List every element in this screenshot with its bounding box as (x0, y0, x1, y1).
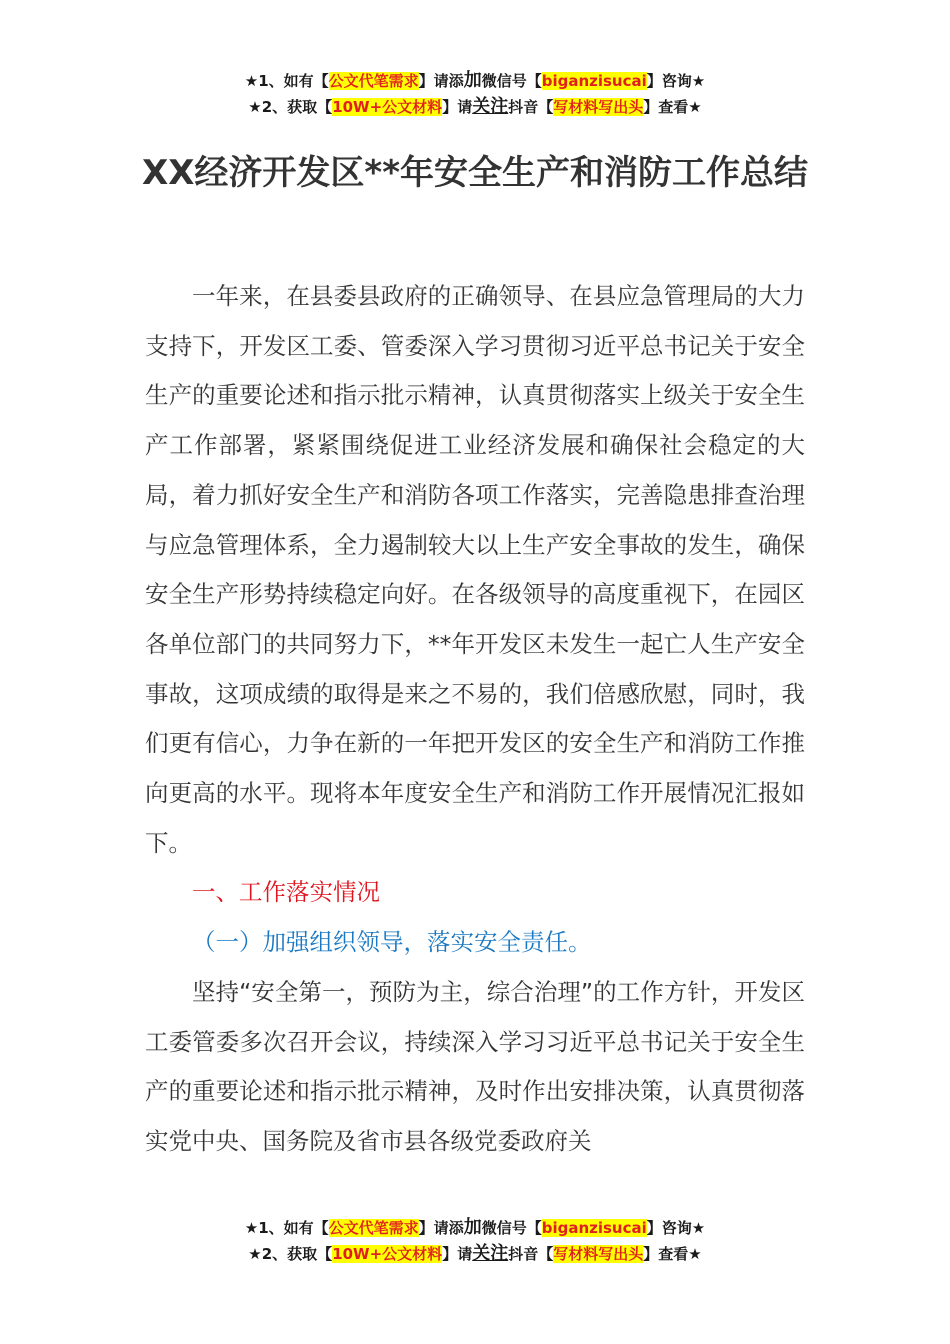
bottom-banner (0, 1215, 950, 1267)
banner-text: 】咨询★ (646, 72, 706, 90)
banner-emphasis: 关注 (472, 1243, 509, 1264)
banner-text: 】查看★ (643, 98, 702, 116)
banner-line-1 (0, 68, 950, 94)
banner-highlight: 10W+公文材料 (332, 1245, 443, 1263)
section-heading: 一、工作落实情况 (192, 878, 380, 907)
banner-text: 】查看★ (643, 1245, 702, 1263)
banner-text: 微信号【 (481, 72, 542, 90)
banner-text: ★2、获取【 (248, 1245, 333, 1263)
douyin-id-highlight: 写材料写出头 (553, 98, 644, 116)
body-paragraph: 坚持“安全第一，预防为主，综合治理”的工作方针，开发区工委管委多次召开会议，持续深入学习习近平总书记关于安全生产的重要论述和指示批示精神，及时作出安排决策，认真贯彻落实党中央、国务院及省市县各级党委政府关 (145, 977, 805, 1155)
document-title: XX经济开发区**年安全生产和消防工作总结 (142, 153, 808, 193)
top-banner (0, 68, 950, 120)
wechat-id-highlight: biganzisucai (541, 72, 647, 90)
banner-text: 】咨询★ (646, 1219, 706, 1237)
subsection-heading: （一）加强组织领导，落实安全责任。 (192, 928, 592, 957)
banner-text: 抖音【 (508, 98, 554, 116)
banner-highlight: 公文代笔需求 (328, 72, 419, 90)
intro-paragraph: 一年来，在县委县政府的正确领导、在县应急管理局的大力支持下，开发区工委、管委深入学习贯彻习近平总书记关于安全生产的重要论述和指示批示精神，认真贯彻落实上级关于安全生产工作部署，紧紧围绕促进工业经济发展和确保社会稳定的大局，着力抓好安全生产和消防各项工作落实，完善隐患排查治理与应急管理体系，全力遏制较大以上生产安全事故的发生，确保安全生产形势持续稳定向好。在各级领导的高度重视下，在园区各单位部门的共同努力下，**年开发区未发生一起亡人生产安全事故，这项成绩的取得是来之不易的，我们倍感欣慰，同时，我们更有信心，力争在新的一年把开发区的安全生产和消防工作推向更高的水平。现将本年度安全生产和消防工作开展情况汇报如下。 (145, 282, 805, 857)
banner-emphasis: 加 (463, 70, 482, 91)
banner-text: 抖音【 (508, 1245, 554, 1263)
banner-highlight: 公文代笔需求 (328, 1219, 419, 1237)
banner-line-2 (0, 1241, 950, 1267)
banner-line-1 (0, 1215, 950, 1241)
banner-text: ★2、获取【 (248, 98, 333, 116)
banner-emphasis: 加 (463, 1217, 482, 1238)
banner-line-2 (0, 94, 950, 120)
banner-text: 】请添 (418, 72, 464, 90)
document-body (145, 272, 805, 1167)
banner-text: ★1、如有【 (244, 1219, 329, 1237)
banner-text: 】请 (442, 1245, 473, 1263)
banner-text: 微信号【 (481, 1219, 542, 1237)
banner-text: ★1、如有【 (244, 72, 329, 90)
banner-emphasis: 关注 (472, 96, 509, 117)
wechat-id-highlight: biganzisucai (541, 1219, 647, 1237)
banner-text: 】请 (442, 98, 473, 116)
banner-text: 】请添 (418, 1219, 464, 1237)
banner-highlight: 10W+公文材料 (332, 98, 443, 116)
douyin-id-highlight: 写材料写出头 (553, 1245, 644, 1263)
